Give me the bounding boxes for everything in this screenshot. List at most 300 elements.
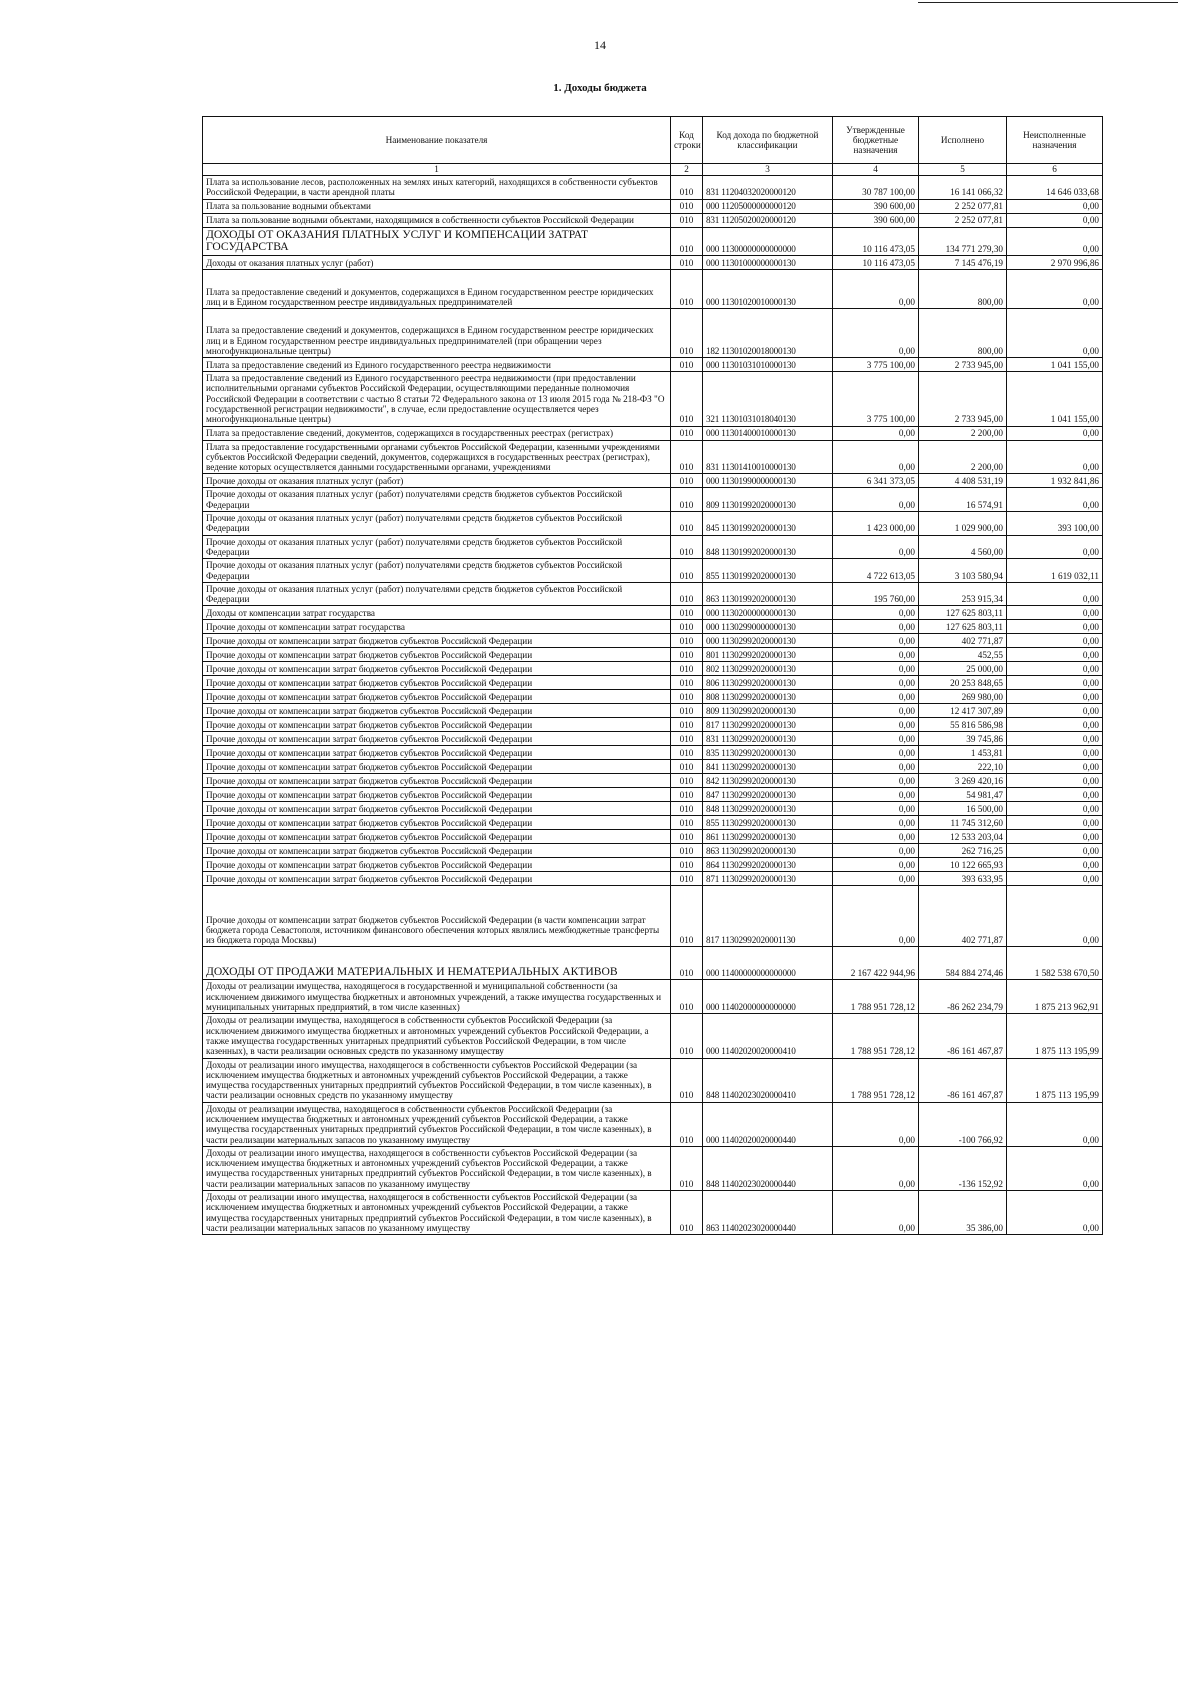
row-line-code: 010 [671,535,703,559]
row-name: Прочие доходы от оказания платных услуг (работ) получателями средств бюджетов субъектов Российской Федерации [203,512,671,536]
row-approved: 1 788 951 728,12 [833,1058,919,1102]
table-row [203,176,1103,200]
row-approved: 0,00 [833,309,919,358]
row-income-code: 000 11301990000000130 [703,474,833,488]
row-line-code: 010 [671,662,703,676]
row-line-code: 010 [671,582,703,606]
row-executed: 222,10 [919,760,1007,774]
row-executed: 2 252 077,81 [919,199,1007,213]
row-unexecuted: 0,00 [1007,858,1103,872]
row-executed: -86 161 467,87 [919,1058,1007,1102]
row-executed: 4 408 531,19 [919,474,1007,488]
row-line-code: 010 [671,634,703,648]
row-income-code: 802 11302992020000130 [703,662,833,676]
row-approved: 0,00 [833,886,919,947]
row-executed: 452,55 [919,648,1007,662]
row-income-code: 831 11205020020000120 [703,213,833,227]
table-row [203,690,1103,704]
row-approved: 0,00 [833,488,919,512]
row-income-code: 801 11302992020000130 [703,648,833,662]
row-line-code: 010 [671,176,703,200]
table-row [203,582,1103,606]
row-executed: 16 574,91 [919,488,1007,512]
row-executed: 20 253 848,65 [919,676,1007,690]
row-executed: 127 625 803,11 [919,620,1007,634]
row-name: Плата за предоставление сведений и документов, содержащихся в Едином государственном реестре юридических лиц и в Едином государственном реестре индивидуальных предпринимателей (при обращении через многофункциональные центры) [203,309,671,358]
table-row [203,1014,1103,1058]
row-unexecuted: 2 970 996,86 [1007,256,1103,270]
row-income-code: 848 11302992020000130 [703,802,833,816]
row-income-code: 808 11302992020000130 [703,690,833,704]
row-approved: 0,00 [833,718,919,732]
row-name: Доходы от реализации имущества, находящегося в собственности субъектов Российской Федерации (за исключением имущества бюджетных и автономных учреждений субъектов Российской Федерации, а также имущества государственных унитарных предприятий субъектов Российской Федерации, в том числе казенных), в части реализации материальных запасов по указанному имуществу [203,1102,671,1146]
table-row [203,227,1103,256]
row-executed: -86 262 234,79 [919,980,1007,1014]
row-executed: 12 533 203,04 [919,830,1007,844]
row-name: Прочие доходы от оказания платных услуг (работ) получателями средств бюджетов субъектов Российской Федерации [203,582,671,606]
row-executed: 55 816 586,98 [919,718,1007,732]
row-name: ДОХОДЫ ОТ ПРОДАЖИ МАТЕРИАЛЬНЫХ И НЕМАТЕРИАЛЬНЫХ АКТИВОВ [203,947,671,980]
table-row [203,802,1103,816]
row-income-code: 182 11301020018000130 [703,309,833,358]
row-name: Прочие доходы от компенсации затрат бюджетов субъектов Российской Федерации [203,676,671,690]
row-income-code: 831 11302992020000130 [703,732,833,746]
row-approved: 10 116 473,05 [833,256,919,270]
row-income-code: 000 11302992020000130 [703,634,833,648]
row-unexecuted: 1 041 155,00 [1007,358,1103,372]
row-unexecuted: 1 875 213 962,91 [1007,980,1103,1014]
table-row [203,1102,1103,1146]
row-name: Плата за пользование водными объектами, находящимися в собственности субъектов Российской Федерации [203,213,671,227]
table-row [203,213,1103,227]
row-unexecuted: 0,00 [1007,676,1103,690]
header-line-code: Код строки [671,117,703,164]
column-number: 1 [203,164,671,176]
table-row [203,474,1103,488]
row-unexecuted: 1 619 032,11 [1007,559,1103,583]
row-approved: 4 722 613,05 [833,559,919,583]
row-name: Плата за предоставление сведений, документов, содержащихся в государственных реестрах (регистрах) [203,426,671,440]
row-executed: 3 269 420,16 [919,774,1007,788]
row-line-code: 010 [671,844,703,858]
row-income-code: 000 11402000000000000 [703,980,833,1014]
row-income-code: 000 11302990000000130 [703,620,833,634]
row-line-code: 010 [671,426,703,440]
row-approved: 0,00 [833,1146,919,1190]
table-row [203,676,1103,690]
row-income-code: 845 11301992020000130 [703,512,833,536]
row-name: Плата за предоставление сведений из Единого государственного реестра недвижимости [203,358,671,372]
row-name: Прочие доходы от оказания платных услуг (работ) получателями средств бюджетов субъектов Российской Федерации [203,559,671,583]
row-income-code: 000 11301400010000130 [703,426,833,440]
header-income-code: Код дохода по бюджетной классификации [703,117,833,164]
row-approved: 390 600,00 [833,199,919,213]
row-name: Прочие доходы от компенсации затрат бюджетов субъектов Российской Федерации (в части компенсации затрат бюджета города Севастополя, источником финансового обеспечения которых являлись межбюджетные трансферты из бюджета города Москвы) [203,886,671,947]
table-row [203,774,1103,788]
row-name: Прочие доходы от компенсации затрат бюджетов субъектов Российской Федерации [203,816,671,830]
row-unexecuted: 0,00 [1007,535,1103,559]
row-unexecuted: 0,00 [1007,199,1103,213]
row-unexecuted: 0,00 [1007,1191,1103,1235]
row-approved: 0,00 [833,676,919,690]
row-executed: 16 141 066,32 [919,176,1007,200]
row-approved: 1 788 951 728,12 [833,980,919,1014]
row-unexecuted: 1 041 155,00 [1007,372,1103,426]
row-unexecuted: 1 875 113 195,99 [1007,1058,1103,1102]
row-unexecuted: 0,00 [1007,872,1103,886]
row-income-code: 000 11302000000000130 [703,606,833,620]
row-line-code: 010 [671,270,703,309]
table-row [203,270,1103,309]
table-row [203,488,1103,512]
row-line-code: 010 [671,440,703,474]
row-name: Прочие доходы от компенсации затрат бюджетов субъектов Российской Федерации [203,802,671,816]
row-income-code: 000 11301031010000130 [703,358,833,372]
row-name: Прочие доходы от компенсации затрат бюджетов субъектов Российской Федерации [203,858,671,872]
row-approved: 0,00 [833,858,919,872]
row-executed: -86 161 467,87 [919,1014,1007,1058]
row-income-code: 809 11301992020000130 [703,488,833,512]
row-income-code: 847 11302992020000130 [703,788,833,802]
row-approved: 0,00 [833,872,919,886]
table-row [203,980,1103,1014]
row-unexecuted: 0,00 [1007,746,1103,760]
row-unexecuted: 0,00 [1007,704,1103,718]
page-number: 14 [594,38,606,52]
row-income-code: 861 11302992020000130 [703,830,833,844]
row-executed: 402 771,87 [919,634,1007,648]
row-line-code: 010 [671,947,703,980]
row-executed: 262 716,25 [919,844,1007,858]
row-name: Прочие доходы от оказания платных услуг (работ) получателями средств бюджетов субъектов Российской Федерации [203,535,671,559]
row-unexecuted: 393 100,00 [1007,512,1103,536]
row-approved: 0,00 [833,774,919,788]
table-row [203,440,1103,474]
row-line-code: 010 [671,1146,703,1190]
top-rule [918,2,1178,3]
row-approved: 0,00 [833,634,919,648]
row-approved: 0,00 [833,648,919,662]
row-approved: 0,00 [833,704,919,718]
row-name: Доходы от компенсации затрат государства [203,606,671,620]
row-income-code: 831 11204032020000120 [703,176,833,200]
row-approved: 0,00 [833,690,919,704]
row-line-code: 010 [671,199,703,213]
row-executed: 12 417 307,89 [919,704,1007,718]
row-income-code: 864 11302992020000130 [703,858,833,872]
row-approved: 2 167 422 944,96 [833,947,919,980]
row-name: Прочие доходы от компенсации затрат бюджетов субъектов Российской Федерации [203,732,671,746]
row-line-code: 010 [671,760,703,774]
table-row [203,760,1103,774]
column-number: 6 [1007,164,1103,176]
row-unexecuted: 0,00 [1007,488,1103,512]
row-line-code: 010 [671,704,703,718]
row-unexecuted: 0,00 [1007,830,1103,844]
row-name: Прочие доходы от компенсации затрат бюджетов субъектов Российской Федерации [203,690,671,704]
row-name: Плата за предоставление сведений и документов, содержащихся в Едином государственном реестре юридических лиц и в Едином государственном реестре индивидуальных предпринимателей [203,270,671,309]
row-executed: 16 500,00 [919,802,1007,816]
row-approved: 0,00 [833,440,919,474]
column-number: 2 [671,164,703,176]
row-line-code: 010 [671,718,703,732]
row-name: Прочие доходы от компенсации затрат бюджетов субъектов Российской Федерации [203,704,671,718]
row-income-code: 855 11301992020000130 [703,559,833,583]
row-income-code: 809 11302992020000130 [703,704,833,718]
row-income-code: 863 11301992020000130 [703,582,833,606]
row-approved: 0,00 [833,606,919,620]
table-row [203,1191,1103,1235]
column-number: 3 [703,164,833,176]
row-name: Прочие доходы от компенсации затрат бюджетов субъектов Российской Федерации [203,774,671,788]
row-unexecuted: 0,00 [1007,718,1103,732]
table-row [203,620,1103,634]
table-row [203,704,1103,718]
table-row [203,1146,1103,1190]
row-unexecuted: 0,00 [1007,1146,1103,1190]
row-unexecuted: 0,00 [1007,606,1103,620]
row-approved: 0,00 [833,732,919,746]
row-executed: 393 633,95 [919,872,1007,886]
table-row [203,718,1103,732]
row-unexecuted: 0,00 [1007,270,1103,309]
row-name: Прочие доходы от компенсации затрат бюджетов субъектов Российской Федерации [203,788,671,802]
row-executed: 253 915,34 [919,582,1007,606]
table-row [203,844,1103,858]
row-line-code: 010 [671,690,703,704]
row-line-code: 010 [671,512,703,536]
row-name: Прочие доходы от компенсации затрат бюджетов субъектов Российской Федерации [203,746,671,760]
row-unexecuted: 0,00 [1007,309,1103,358]
row-line-code: 010 [671,358,703,372]
row-income-code: 817 11302992020000130 [703,718,833,732]
row-line-code: 010 [671,788,703,802]
row-name: Доходы от оказания платных услуг (работ) [203,256,671,270]
row-approved: 3 775 100,00 [833,358,919,372]
row-name: Прочие доходы от компенсации затрат бюджетов субъектов Российской Федерации [203,872,671,886]
row-income-code: 806 11302992020000130 [703,676,833,690]
row-executed: 2 252 077,81 [919,213,1007,227]
row-executed: -136 152,92 [919,1146,1007,1190]
row-line-code: 010 [671,1058,703,1102]
row-unexecuted: 0,00 [1007,816,1103,830]
row-name: Прочие доходы от компенсации затрат бюджетов субъектов Российской Федерации [203,634,671,648]
table-row [203,256,1103,270]
row-name: Прочие доходы от оказания платных услуг (работ) [203,474,671,488]
table-row [203,426,1103,440]
row-line-code: 010 [671,858,703,872]
row-approved: 1 423 000,00 [833,512,919,536]
row-income-code: 863 11402023020000440 [703,1191,833,1235]
table-row [203,358,1103,372]
budget-income-table [202,116,1103,1235]
row-unexecuted: 0,00 [1007,620,1103,634]
row-name: Доходы от реализации имущества, находящегося в собственности субъектов Российской Федерации (за исключением движимого имущества бюджетных и автономных учреждений субъектов Российской Федерации, а также имущества государственных унитарных предприятий субъектов Российской Федерации, в том числе казенных), в части реализации основных средств по указанному имуществу [203,1014,671,1058]
row-income-code: 841 11302992020000130 [703,760,833,774]
row-approved: 10 116 473,05 [833,227,919,256]
row-line-code: 010 [671,372,703,426]
row-line-code: 010 [671,774,703,788]
row-name: Прочие доходы от компенсации затрат бюджетов субъектов Российской Федерации [203,760,671,774]
table-row [203,872,1103,886]
row-income-code: 871 11302992020000130 [703,872,833,886]
row-line-code: 010 [671,606,703,620]
row-approved: 0,00 [833,802,919,816]
row-name: Доходы от реализации иного имущества, находящегося в собственности субъектов Российской Федерации (за исключением имущества бюджетных и автономных учреждений субъектов Российской Федерации, а также имущества государственных унитарных предприятий субъектов Российской Федерации, в том числе казенных), в части реализации материальных запасов по указанному имуществу [203,1146,671,1190]
row-approved: 3 775 100,00 [833,372,919,426]
row-unexecuted: 0,00 [1007,1102,1103,1146]
table-row [203,947,1103,980]
row-executed: 127 625 803,11 [919,606,1007,620]
row-income-code: 842 11302992020000130 [703,774,833,788]
row-executed: 7 145 476,19 [919,256,1007,270]
row-income-code: 000 11205000000000120 [703,199,833,213]
row-approved: 1 788 951 728,12 [833,1014,919,1058]
row-unexecuted: 0,00 [1007,634,1103,648]
row-unexecuted: 0,00 [1007,213,1103,227]
row-approved: 0,00 [833,1102,919,1146]
header-approved: Утвержденные бюджетные назначения [833,117,919,164]
table-row [203,662,1103,676]
row-unexecuted: 0,00 [1007,760,1103,774]
row-line-code: 010 [671,830,703,844]
table-row [203,648,1103,662]
table-row [203,512,1103,536]
row-unexecuted: 0,00 [1007,732,1103,746]
row-approved: 195 760,00 [833,582,919,606]
row-name: Прочие доходы от оказания платных услуг (работ) получателями средств бюджетов субъектов Российской Федерации [203,488,671,512]
row-unexecuted: 14 646 033,68 [1007,176,1103,200]
row-line-code: 010 [671,488,703,512]
row-approved: 0,00 [833,662,919,676]
row-unexecuted: 1 875 113 195,99 [1007,1014,1103,1058]
row-unexecuted: 0,00 [1007,802,1103,816]
row-line-code: 010 [671,620,703,634]
row-line-code: 010 [671,559,703,583]
row-name: Прочие доходы от компенсации затрат бюджетов субъектов Российской Федерации [203,648,671,662]
row-unexecuted: 0,00 [1007,440,1103,474]
row-name: Прочие доходы от компенсации затрат бюджетов субъектов Российской Федерации [203,662,671,676]
row-income-code: 835 11302992020000130 [703,746,833,760]
table-row [203,634,1103,648]
row-unexecuted: 1 582 538 670,50 [1007,947,1103,980]
row-income-code: 863 11302992020000130 [703,844,833,858]
row-line-code: 010 [671,256,703,270]
row-name: Плата за использование лесов, расположенных на землях иных категорий, находящихся в собственности субъектов Российской Федерации, в части арендной платы [203,176,671,200]
row-line-code: 010 [671,474,703,488]
table-row [203,199,1103,213]
table-row [203,372,1103,426]
row-line-code: 010 [671,1014,703,1058]
row-income-code: 817 11302992020001130 [703,886,833,947]
row-income-code: 000 11402020020000440 [703,1102,833,1146]
row-executed: 35 386,00 [919,1191,1007,1235]
row-approved: 0,00 [833,1191,919,1235]
row-income-code: 855 11302992020000130 [703,816,833,830]
row-name: Доходы от реализации имущества, находящегося в государственной и муниципальной собственности (за исключением движимого имущества бюджетных и автономных учреждений, а также имущества государственных и муниципальных унитарных предприятий, в том числе казенных) [203,980,671,1014]
row-name: Плата за пользование водными объектами [203,199,671,213]
row-name: Прочие доходы от компенсации затрат бюджетов субъектов Российской Федерации [203,830,671,844]
row-executed: 2 200,00 [919,426,1007,440]
row-executed: 10 122 665,93 [919,858,1007,872]
row-name: Доходы от реализации иного имущества, находящегося в собственности субъектов Российской Федерации (за исключением имущества бюджетных и автономных учреждений субъектов Российской Федерации, а также имущества государственных унитарных предприятий субъектов Российской Федерации, в том числе казенных), в части реализации материальных запасов по указанному имуществу [203,1191,671,1235]
row-approved: 0,00 [833,844,919,858]
table-row [203,309,1103,358]
row-executed: 800,00 [919,270,1007,309]
row-executed: 54 981,47 [919,788,1007,802]
row-line-code: 010 [671,872,703,886]
table-row [203,830,1103,844]
row-line-code: 010 [671,816,703,830]
table-row [203,746,1103,760]
row-unexecuted: 0,00 [1007,774,1103,788]
row-approved: 0,00 [833,746,919,760]
row-line-code: 010 [671,746,703,760]
table-row [203,732,1103,746]
row-income-code: 000 11402020020000410 [703,1014,833,1058]
row-unexecuted: 1 932 841,86 [1007,474,1103,488]
row-line-code: 010 [671,648,703,662]
row-executed: -100 766,92 [919,1102,1007,1146]
row-approved: 30 787 100,00 [833,176,919,200]
row-line-code: 010 [671,802,703,816]
row-executed: 584 884 274,46 [919,947,1007,980]
row-name: Прочие доходы от компенсации затрат государства [203,620,671,634]
row-unexecuted: 0,00 [1007,662,1103,676]
row-income-code: 831 11301410010000130 [703,440,833,474]
row-executed: 1 453,81 [919,746,1007,760]
row-name: ДОХОДЫ ОТ ОКАЗАНИЯ ПЛАТНЫХ УСЛУГ И КОМПЕНСАЦИИ ЗАТРАТ ГОСУДАРСТВА [203,227,671,256]
row-approved: 0,00 [833,426,919,440]
row-name: Прочие доходы от компенсации затрат бюджетов субъектов Российской Федерации [203,718,671,732]
row-approved: 0,00 [833,816,919,830]
row-line-code: 010 [671,732,703,746]
row-unexecuted: 0,00 [1007,648,1103,662]
table-row [203,606,1103,620]
row-approved: 0,00 [833,620,919,634]
row-approved: 0,00 [833,760,919,774]
table-body [203,176,1103,1235]
row-executed: 1 029 900,00 [919,512,1007,536]
table-row [203,788,1103,802]
row-executed: 2 200,00 [919,440,1007,474]
row-income-code: 321 11301031018040130 [703,372,833,426]
row-name: Плата за предоставление государственными органами субъектов Российской Федерации, казенными учреждениями субъектов Российской Федерации сведений, документов, содержащихся в государственных реестрах (регистрах), ведение которых осуществляется данными государственными органами, учреждениями [203,440,671,474]
row-approved: 0,00 [833,270,919,309]
row-line-code: 010 [671,309,703,358]
row-unexecuted: 0,00 [1007,227,1103,256]
row-name: Доходы от реализации иного имущества, находящегося в собственности субъектов Российской Федерации (за исключением имущества бюджетных и автономных учреждений субъектов Российской Федерации, а также имущества государственных унитарных предприятий субъектов Российской Федерации, в том числе казенных), в части реализации основных средств по указанному имуществу [203,1058,671,1102]
row-executed: 800,00 [919,309,1007,358]
table-row [203,816,1103,830]
header-executed: Исполнено [919,117,1007,164]
row-executed: 269 980,00 [919,690,1007,704]
row-income-code: 000 11400000000000000 [703,947,833,980]
row-executed: 2 733 945,00 [919,372,1007,426]
row-line-code: 010 [671,227,703,256]
column-number: 4 [833,164,919,176]
row-approved: 0,00 [833,788,919,802]
header-name: Наименование показателя [203,117,671,164]
row-name: Прочие доходы от компенсации затрат бюджетов субъектов Российской Федерации [203,844,671,858]
row-executed: 134 771 279,30 [919,227,1007,256]
table-row [203,559,1103,583]
row-approved: 0,00 [833,535,919,559]
row-approved: 6 341 373,05 [833,474,919,488]
row-executed: 11 745 312,60 [919,816,1007,830]
row-executed: 2 733 945,00 [919,358,1007,372]
row-unexecuted: 0,00 [1007,690,1103,704]
